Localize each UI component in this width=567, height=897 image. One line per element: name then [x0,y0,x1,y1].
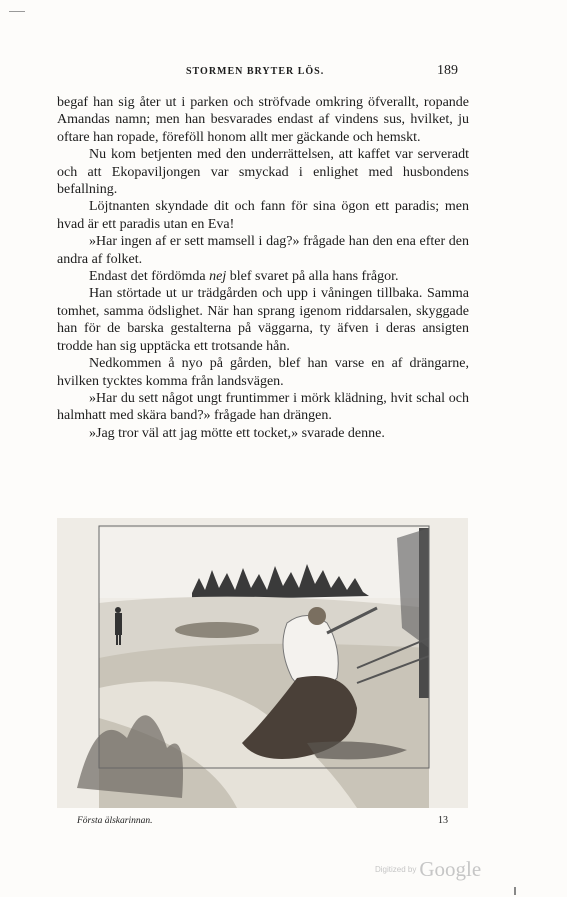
page-number: 189 [437,63,458,78]
text-run: blef svaret på alla hans frågor. [226,269,399,285]
scan-mark [514,887,516,895]
google-logo: Google [419,857,482,881]
paragraph [57,268,469,285]
emphasis: nej [209,269,227,285]
digitized-by-watermark [375,857,481,882]
illustration-artwork [57,518,468,808]
paragraph: Han störtade ut ur trädgården och upp i våningen tillbaka. Samma tomhet, samma ödslighet. När han sprang igenom riddarsalen, skyggade han för de barska gestalterna på väggarna, ty äfven i deras ansigten trodde han sig upptäcka ett trotsande hån. [57,286,469,354]
paragraph: Nu kom betjenten med den underrättelsen, att kaffet var serveradt och att Ekopaviljongen var smyckad i enlighet med husbondens befallning. [57,147,469,198]
paragraph: »Jag tror väl att jag mötte ett tocket,» svarade denne. [89,425,385,441]
illustration [57,518,468,808]
scan-mark [9,11,25,12]
body-text [57,94,469,442]
digitized-by-text: Digitized by [375,865,417,874]
paragraph: begaf han sig åter ut i parken och ströfvade omkring öfverallt, ropande Amandas namn; men han besvarades endast af vindens sus, hvilket, ju oftare han ropade, föreföll honom allt mer gäckande och hemskt. [57,95,469,145]
paragraph: »Har ingen af er sett mamsell i dag?» frågade han den ena efter den andra af folket. [57,234,469,267]
illustration-caption: Första älskarinnan. [77,816,153,826]
sheet-signature: 13 [438,815,448,826]
paragraph: Löjtnanten skyndade dit och fann för sina ögon ett paradis; men hvad är ett paradis utan en Eva! [57,199,469,232]
paragraph: Nedkommen å nyo på gården, blef han varse en af drängarne, hvilken tycktes komma från landsvägen. [57,356,469,389]
text-run: Endast det fördömda [89,269,210,285]
running-title: STORMEN BRYTER LÖS. [186,66,325,77]
paragraph: »Har du sett något ungt fruntimmer i mörk klädning, hvit schal och halmhatt med skära band?» frågade han drängen. [57,390,469,424]
